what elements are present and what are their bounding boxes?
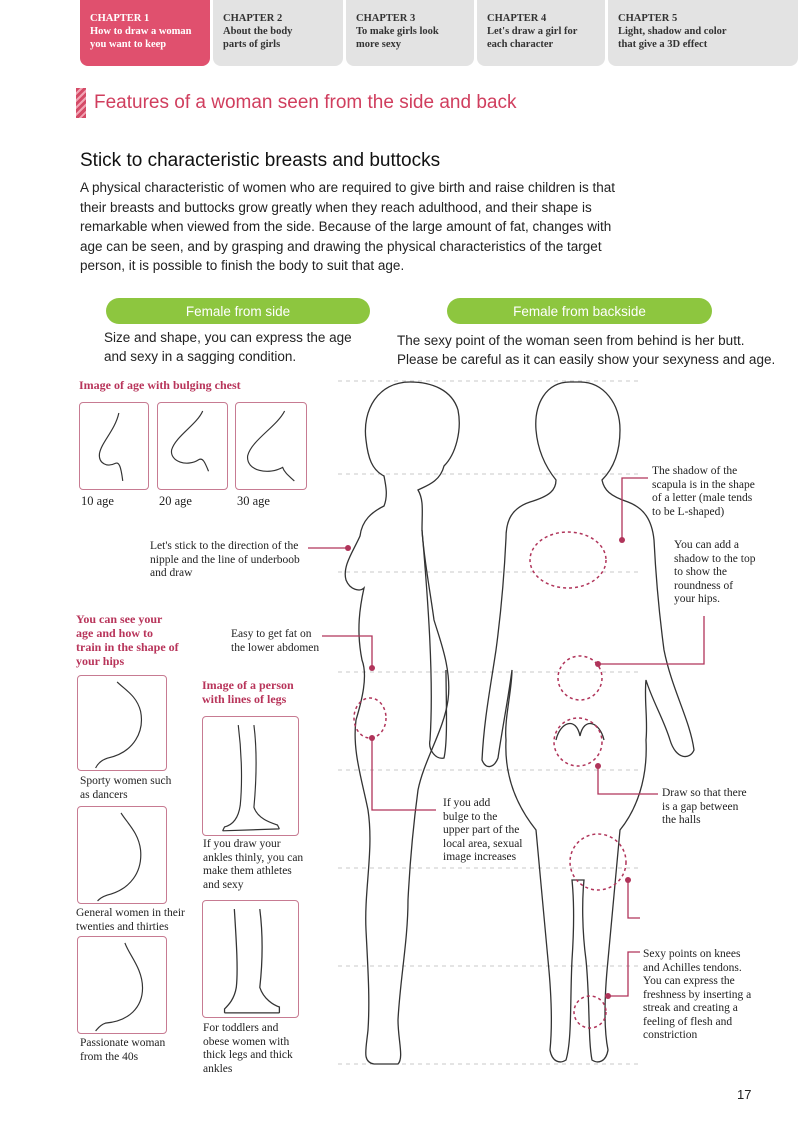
- hip-caption-passionate: [80, 1037, 165, 1064]
- tab-chapter-label: CHAPTER 5: [618, 13, 678, 24]
- note-line: Easy to get fat on: [231, 628, 312, 640]
- page-heading: Stick to characteristic breasts and buttocks: [80, 150, 441, 171]
- caption-line: and sexy: [203, 878, 244, 891]
- section-title: [76, 88, 516, 118]
- note-scapula: [652, 465, 755, 519]
- hips-title: [76, 612, 179, 668]
- guide-lines: [338, 381, 640, 1064]
- note-line: image increases: [443, 851, 517, 863]
- caption-line: Sporty women such: [80, 775, 172, 787]
- caption-line: ankles thinly, you can: [203, 851, 304, 864]
- back-desc-line: The sexy point of the woman seen from behind is her butt.: [397, 333, 745, 348]
- note-line: You can add a: [674, 539, 739, 551]
- note-line: constriction: [643, 1029, 698, 1041]
- page-number: 17: [737, 1087, 752, 1102]
- note-line: upper part of the: [443, 824, 520, 836]
- back-description: [397, 331, 775, 369]
- breast-profile-30: [235, 402, 307, 490]
- note-line: to show the: [674, 566, 728, 578]
- note-line: and Achilles tendons.: [643, 961, 742, 974]
- legs-title-line: with lines of legs: [202, 692, 287, 706]
- note-gap: [662, 787, 747, 828]
- note-line: roundness of: [674, 579, 734, 592]
- caption-line: Passionate woman: [80, 1037, 166, 1049]
- side-view-figure: [345, 382, 459, 1064]
- note-line: and draw: [150, 567, 193, 579]
- side-desc-line: Size and shape, you can express the age: [104, 330, 352, 345]
- leg-caption-thick: [203, 1022, 293, 1076]
- note-line: the lower abdomen: [231, 641, 320, 654]
- leg-thick-ankle: [202, 900, 299, 1018]
- note-knees: [643, 948, 751, 1043]
- tab-title-line: Light, shadow and color: [618, 26, 727, 37]
- hips-title-line: age and how to: [76, 626, 154, 640]
- caption-line: thick legs and thick: [203, 1049, 293, 1061]
- hips-title-line: your hips: [76, 654, 125, 668]
- tab-title-line: About the body: [223, 26, 293, 37]
- hip-profile-passionate: [77, 936, 167, 1034]
- age-label: 10 age: [81, 494, 114, 508]
- caption-line: make them athletes: [203, 865, 292, 877]
- caption-line: twenties and thirties: [76, 920, 169, 933]
- section-title-text: Features of a woman seen from the side and back: [94, 92, 517, 113]
- note-line: local area, sexual: [443, 837, 523, 850]
- note-line: shadow to the top: [674, 552, 756, 565]
- tab-title-line: To make girls look: [356, 26, 439, 37]
- hip-profile-general: [77, 806, 167, 904]
- note-line: the halls: [662, 814, 701, 826]
- female-side-label: Female from side: [106, 298, 370, 324]
- note-line: You can express the: [643, 975, 735, 987]
- note-line: If you add: [443, 797, 491, 809]
- hip-profile-sporty: [77, 675, 167, 771]
- side-description: [104, 328, 352, 366]
- tab-chapter-label: CHAPTER 1: [90, 13, 150, 24]
- back-desc-line: Please be careful as it can easily show your sexyness and age.: [397, 352, 776, 367]
- caption-line: as dancers: [80, 788, 128, 801]
- note-line: Let's stick to the direction of the: [150, 540, 299, 552]
- leader-lines: [308, 478, 704, 996]
- note-line: freshness by inserting a: [643, 988, 752, 1001]
- note-bulge: [443, 797, 523, 865]
- age-label: 20 age: [159, 494, 192, 508]
- section-title-marker: [76, 88, 86, 118]
- legs-title-line: Image of a person: [202, 678, 294, 692]
- hips-title-line: You can see your: [76, 612, 163, 626]
- caption-line: ankles: [203, 1062, 233, 1075]
- note-line: nipple and the line of underboob: [150, 553, 300, 566]
- leg-thin-ankle: [202, 716, 299, 836]
- caption-line: For toddlers and: [203, 1022, 279, 1034]
- hip-caption-sporty: [80, 775, 171, 802]
- tab-title-line: How to draw a woman: [90, 26, 192, 37]
- note-hip-shadow: [674, 539, 755, 607]
- caption-line: obese women with: [203, 1035, 290, 1048]
- tab-chapter-5[interactable]: [608, 0, 798, 66]
- tab-chapter-1[interactable]: [80, 0, 210, 66]
- chapter-tabs: [80, 0, 800, 66]
- tab-chapter-label: CHAPTER 4: [487, 13, 547, 24]
- breast-profile-10: [79, 402, 149, 490]
- dashed-highlights: [354, 532, 626, 1028]
- tab-title-line: that give a 3D effect: [618, 39, 708, 50]
- caption-line: If you draw your: [203, 838, 281, 850]
- tab-title-line: parts of girls: [223, 39, 281, 50]
- tab-chapter-4[interactable]: [477, 0, 605, 66]
- side-desc-line: and sexy in a sagging condition.: [104, 349, 297, 364]
- intro-paragraph: A physical characteristic of women who are required to give birth and raise children is that their breasts and buttocks grow greatly when they reach adulthood, and their shape is remarkable when viewed from the side. Because of the large amount of fat, changes with age can be seen, and by grasping and drawing the physical characteristics of the target person, it is possible to finish the body to suit that age.: [80, 180, 616, 273]
- note-abdomen: [231, 628, 319, 655]
- age-chest-title: Image of age with bulging chest: [79, 378, 241, 392]
- breast-profile-20: [157, 402, 228, 490]
- note-line: Draw so that there: [662, 787, 747, 799]
- note-line: of a letter (male tends: [652, 492, 753, 504]
- caption-line: from the 40s: [80, 1050, 139, 1063]
- note-line: Sexy points on knees: [643, 948, 741, 960]
- note-line: The shadow of the: [652, 465, 738, 477]
- female-back-label: Female from backside: [447, 298, 712, 324]
- note-line: streak and creating a: [643, 1002, 738, 1014]
- tab-title-line: you want to keep: [90, 39, 167, 50]
- leg-caption-thin: [203, 838, 303, 892]
- tab-chapter-3[interactable]: [346, 0, 474, 66]
- tab-chapter-label: CHAPTER 3: [356, 13, 416, 24]
- note-line: feeling of flesh and: [643, 1015, 733, 1028]
- tab-chapter-2[interactable]: [213, 0, 343, 66]
- legs-title: [202, 678, 294, 706]
- tab-chapter-label: CHAPTER 2: [223, 13, 283, 24]
- tab-title-line: Let's draw a girl for: [487, 26, 578, 37]
- note-nipple: [150, 540, 300, 581]
- hips-title-line: train in the shape of: [76, 640, 179, 654]
- note-line: scapula is in the shape: [652, 478, 755, 491]
- tab-title-line: each character: [487, 39, 554, 50]
- note-line: bulge to the: [443, 810, 498, 823]
- hip-caption-general: [76, 907, 185, 934]
- note-line: is a gap between: [662, 800, 739, 813]
- caption-line: General women in their: [76, 907, 185, 919]
- note-line: to be L-shaped): [652, 505, 725, 518]
- note-line: your hips.: [674, 593, 720, 605]
- leader-dots: [345, 537, 631, 999]
- tab-title-line: more sexy: [356, 39, 401, 50]
- age-label: 30 age: [237, 494, 270, 508]
